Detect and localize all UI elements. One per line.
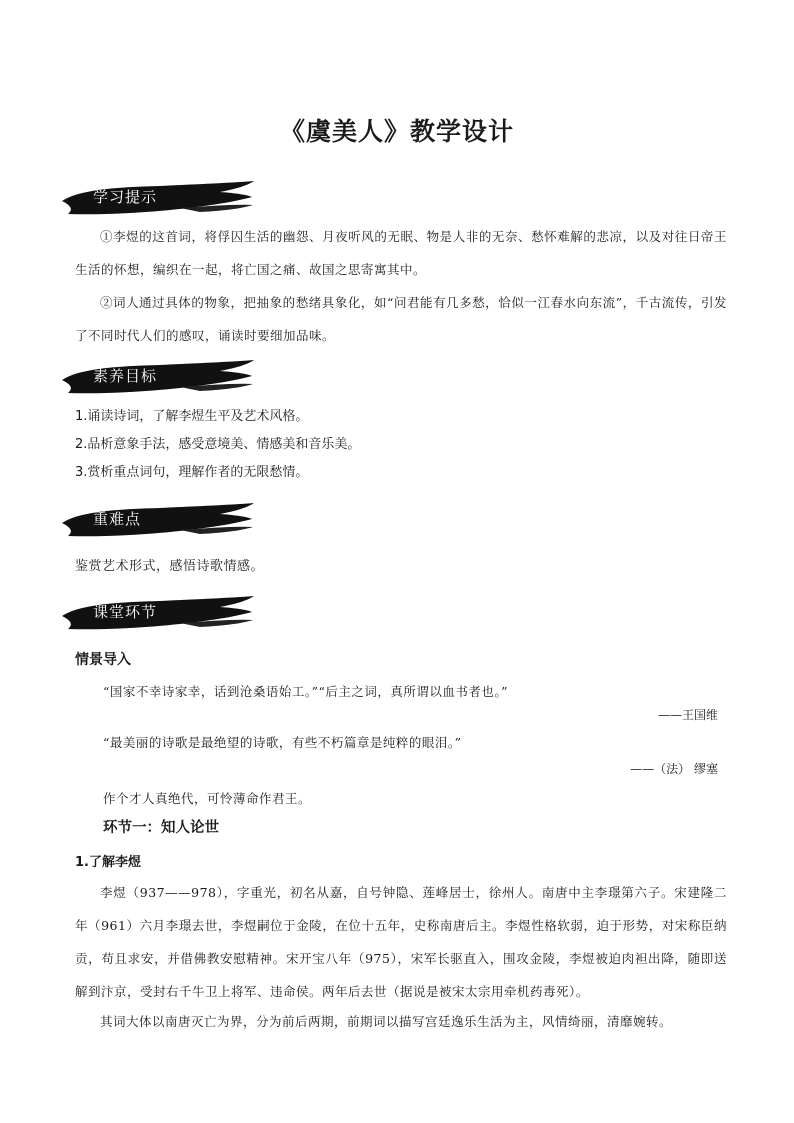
verse-line: 作个才人真绝代，可怜薄命作君王。 bbox=[103, 791, 312, 806]
section-heading-classroom: 课堂环节 bbox=[93, 603, 158, 621]
document-title: 《虞美人》教学设计 bbox=[279, 117, 514, 146]
sub-title-1: 1.了解李煜 bbox=[75, 855, 141, 870]
step-1-title: 环节一：知人论世 bbox=[103, 820, 219, 836]
intro-title: 情景导入 bbox=[75, 652, 131, 668]
section-banner-tips bbox=[60, 181, 255, 215]
section-banner-difficulty bbox=[60, 503, 255, 537]
section-banner-classroom bbox=[60, 596, 255, 630]
ink-brush-icon bbox=[60, 596, 255, 630]
section-banner-goals bbox=[60, 360, 255, 394]
works-paragraph: 其词大体以南唐灭亡为界，分为前后两期，前期词以描写宫廷逸乐生活为主，风情绮丽，清靡婉转。 bbox=[100, 1014, 673, 1029]
biography-paragraph: 李煜（937——978），字重光，初名从嘉，自号钟隐、莲峰居士，徐州人。南唐中主李璟第六子。宋建隆二年（961）六月李璟去世，李煜嗣位于金陵，在位十五年，史称南唐后主。李煜性格软弱，迫于形势，对宋称臣纳贡，苟且求安，并借佛教安慰精神。宋开宝八年（975），宋军长驱直入，围攻金陵，李煜被迫肉袒出降，随即送解到汴京，受封右千牛卫上将军、违命侯。两年后去世（据说是被宋太宗用牵机药毒死）。 bbox=[75, 885, 727, 999]
quote-2: “最美丽的诗歌是最绝望的诗歌，有些不朽篇章是纯粹的眼泪。” bbox=[103, 735, 462, 750]
ink-brush-icon bbox=[60, 181, 255, 215]
section-heading-tips: 学习提示 bbox=[93, 188, 158, 206]
goal-item: 3.赏析重点词句，理解作者的无限愁情。 bbox=[75, 465, 309, 480]
quote-1-attribution: ——王国维 bbox=[657, 708, 718, 722]
ink-brush-icon bbox=[60, 503, 255, 537]
quote-1: “国家不幸诗家幸，话到沧桑语始工。”“后主之词，真所谓以血书者也。” bbox=[103, 684, 509, 699]
section-heading-goals: 素养目标 bbox=[93, 367, 158, 385]
difficulty-text: 鉴赏艺术形式，感悟诗歌情感。 bbox=[75, 559, 265, 574]
goals-list bbox=[75, 403, 360, 487]
section-heading-difficulty: 重难点 bbox=[93, 510, 142, 528]
quote-2-attribution: ——（法） 缪塞 bbox=[630, 762, 718, 776]
goal-item: 2.品析意象手法，感受意境美、情感美和音乐美。 bbox=[75, 437, 361, 452]
goal-item: 1.诵读诗词，了解李煜生平及艺术风格。 bbox=[75, 409, 309, 424]
tips-paragraph-1: ①李煜的这首词，将俘囚生活的幽怨、月夜听风的无眠、物是人非的无奈、愁怀难解的悲凉，以及对往日帝王生活的怀想，编织在一起，将亡国之痛、故国之思寄寓其中。 bbox=[75, 229, 727, 277]
ink-brush-icon bbox=[60, 360, 255, 394]
tips-paragraph-2: ②词人通过具体的物象，把抽象的愁绪具象化，如“问君能有几多愁，恰似一江春水向东流”，千古流传，引发了不同时代人们的感叹，诵读时要细加品味。 bbox=[75, 295, 727, 343]
